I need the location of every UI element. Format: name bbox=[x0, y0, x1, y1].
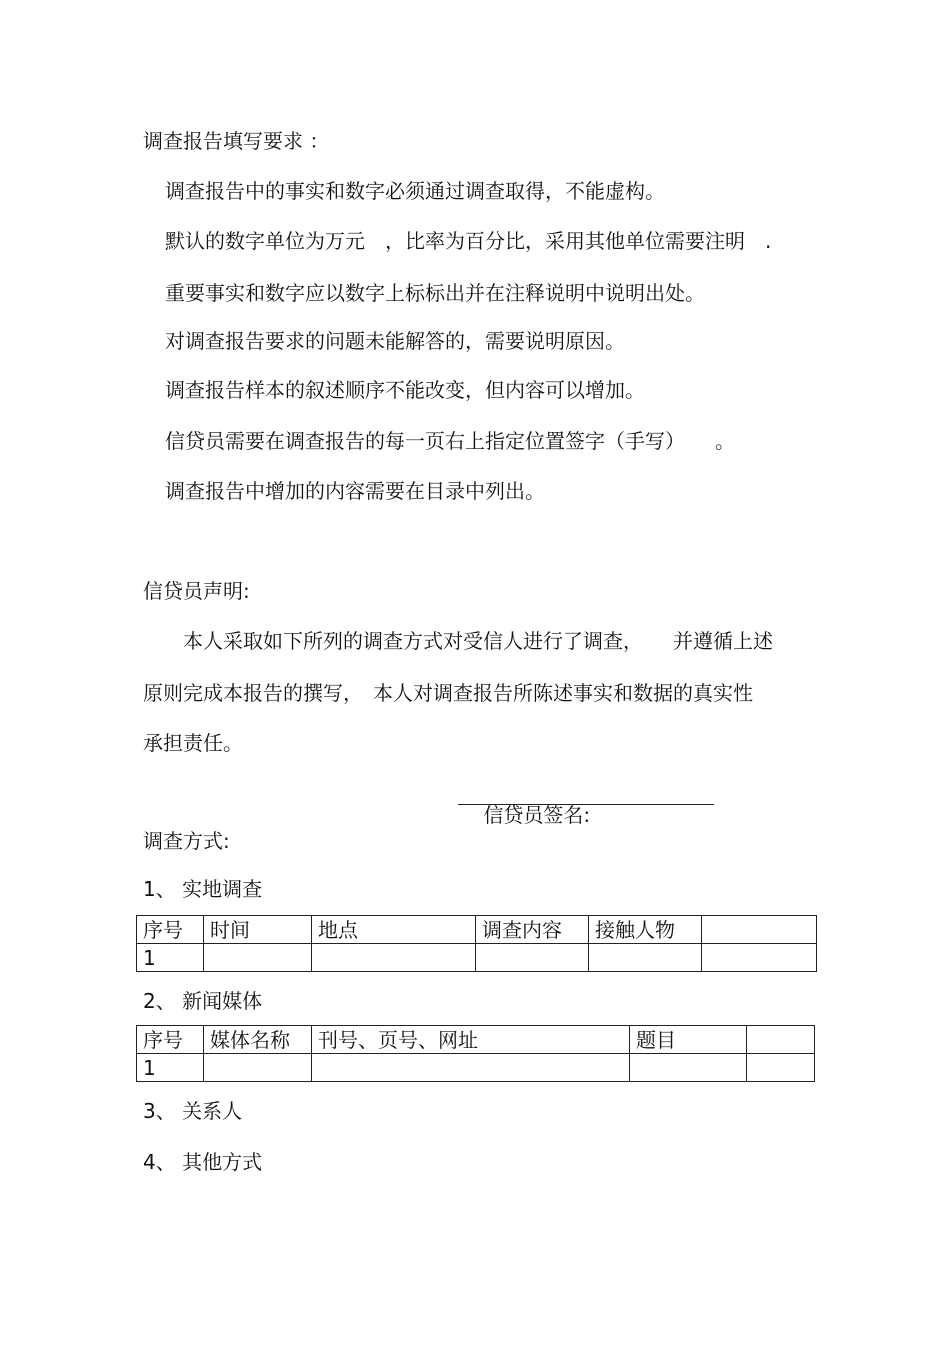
requirement-item-4: 对调查报告要求的问题未能解答的，需要说明原因。 bbox=[165, 329, 625, 353]
cell-issue-page-url[interactable] bbox=[312, 1054, 630, 1082]
col-contact-person: 接触人物 bbox=[589, 916, 702, 944]
related-persons-title: 3、 关系人 bbox=[143, 1099, 243, 1123]
cell-index: 1 bbox=[137, 944, 204, 972]
signature-label: 信贷员签名: bbox=[483, 803, 591, 827]
requirements-heading: 调查报告填写要求 ： bbox=[143, 129, 330, 153]
col-blank bbox=[702, 916, 817, 944]
requirement-item-1: 调查报告中的事实和数字必须通过调查取得，不能虚构。 bbox=[165, 179, 665, 203]
col-location: 地点 bbox=[312, 916, 476, 944]
cell-contact-person[interactable] bbox=[589, 944, 702, 972]
declaration-line-3: 承担责任。 bbox=[143, 731, 243, 755]
col-title: 题目 bbox=[630, 1026, 747, 1054]
table-row bbox=[137, 944, 817, 972]
table-header-row bbox=[137, 916, 817, 944]
col-media-name: 媒体名称 bbox=[204, 1026, 312, 1054]
declaration-line-1: 本人采取如下所列的调查方式对受信人进行了调查， 并遵循上述 bbox=[143, 629, 773, 653]
declaration-line-2: 原则完成本报告的撰写， 本人对调查报告所陈述事实和数据的真实性 bbox=[143, 681, 753, 705]
requirement-item-6: 信贷员需要在调查报告的每一页右上指定位置签字（手写） 。 bbox=[165, 429, 735, 453]
cell-survey-content[interactable] bbox=[476, 944, 589, 972]
cell-time[interactable] bbox=[204, 944, 312, 972]
cell-index: 1 bbox=[137, 1054, 204, 1082]
requirement-item-3: 重要事实和数字应以数字上标标出并在注释说明中说明出处。 bbox=[165, 281, 705, 305]
col-time: 时间 bbox=[204, 916, 312, 944]
signature-field[interactable] bbox=[458, 776, 714, 827]
cell-blank[interactable] bbox=[747, 1054, 815, 1082]
requirement-item-5: 调查报告样本的叙述顺序不能改变，但内容可以增加。 bbox=[165, 378, 645, 402]
other-methods-title: 4、 其他方式 bbox=[143, 1150, 263, 1174]
requirement-item-2: 默认的数字单位为万元 ，比率为百分比，采用其他单位需要注明 . bbox=[165, 229, 772, 253]
table-header-row bbox=[137, 1026, 815, 1054]
field-survey-table bbox=[136, 915, 817, 972]
news-media-table bbox=[136, 1025, 815, 1082]
cell-location[interactable] bbox=[312, 944, 476, 972]
col-index: 序号 bbox=[137, 916, 204, 944]
col-blank bbox=[747, 1026, 815, 1054]
requirement-item-7: 调查报告中增加的内容需要在目录中列出。 bbox=[165, 479, 545, 503]
declaration-heading: 信贷员声明: bbox=[143, 579, 250, 603]
cell-blank[interactable] bbox=[702, 944, 817, 972]
table-row bbox=[137, 1054, 815, 1082]
news-media-title: 2、 新闻媒体 bbox=[143, 989, 263, 1013]
cell-media-name[interactable] bbox=[204, 1054, 312, 1082]
col-index: 序号 bbox=[137, 1026, 204, 1054]
col-issue-page-url: 刊号、页号、网址 bbox=[312, 1026, 630, 1054]
methods-heading: 调查方式: bbox=[143, 829, 230, 853]
col-survey-content: 调查内容 bbox=[476, 916, 589, 944]
cell-title[interactable] bbox=[630, 1054, 747, 1082]
field-survey-title: 1、 实地调查 bbox=[143, 877, 263, 901]
